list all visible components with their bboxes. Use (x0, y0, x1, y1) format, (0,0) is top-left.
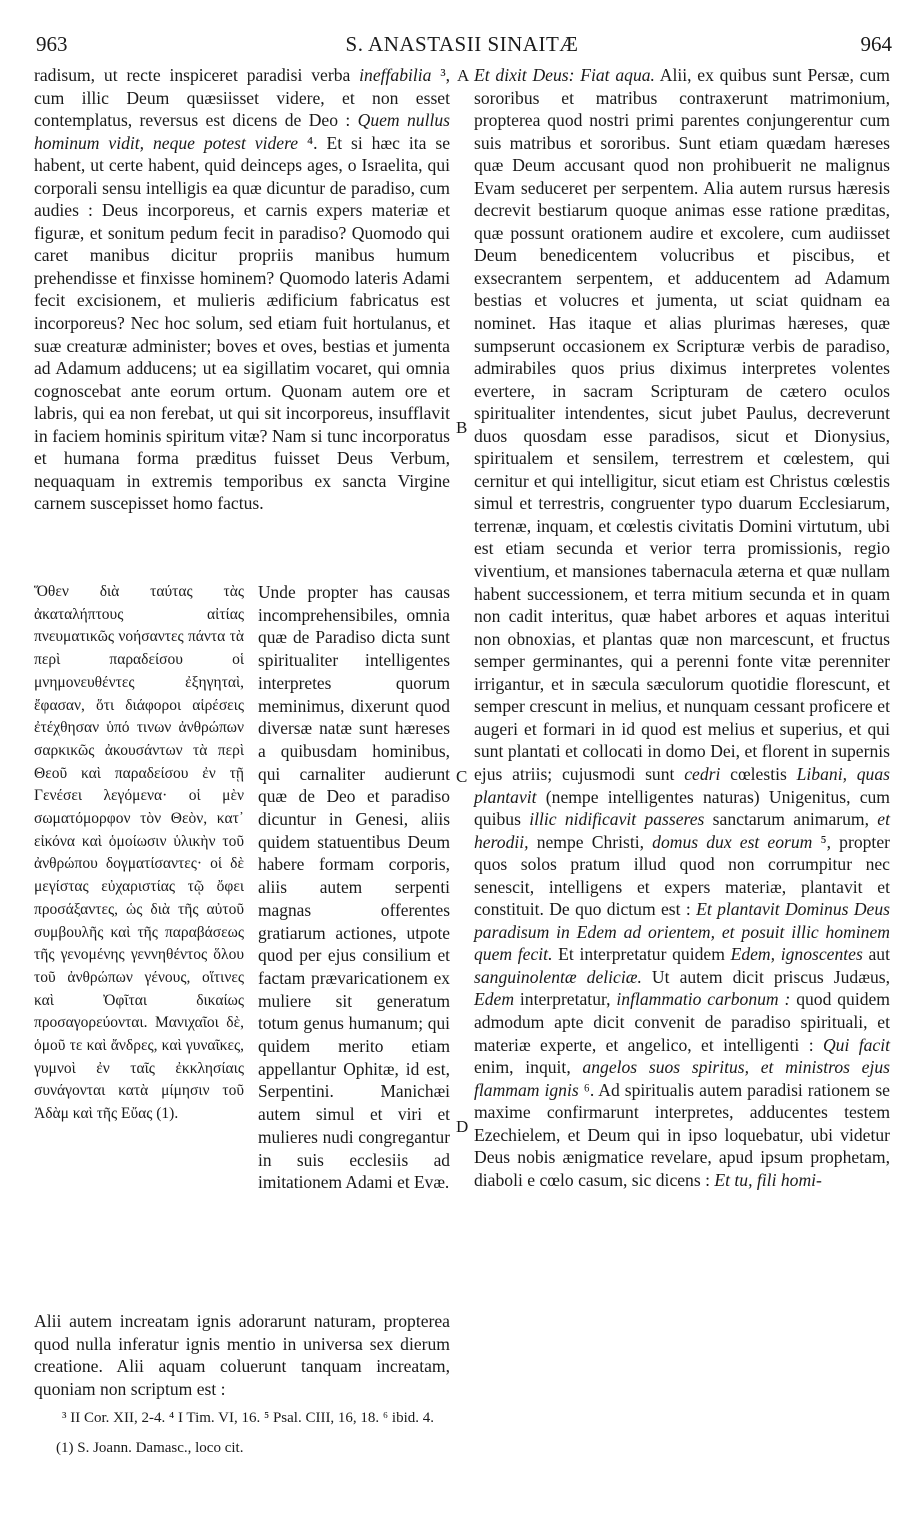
greek-column (34, 581, 244, 1126)
section-marker-d: D (456, 1117, 469, 1136)
section-marker-b: B (456, 418, 468, 437)
left-column-upper (34, 64, 450, 515)
greek-paragraph: Ὅθεν διὰ ταύτας τὰς ἀκαταλήπτους αἰτίας πνευματικῶς νοήσαντες πάντα τὰ περὶ παραδείσου οἱ μνημονευθέντες ἐξηγηταὶ, ἔφασαν, ὅτι διάφοροι αἱρέσεις ἐτέχθησαν ὑπό τινων ἀνθρώπων σαρκικῶς ἀκουσάντων τὰ περὶ Θεοῦ καὶ παραδείσου ἐν τῇ Γενέσει λεγόμενα· οἱ μὲν σωματόμορφον τὸν Θεὸν, κατ᾽ εἰκόνα καὶ ὁμοίωσιν ὑλικὴν τοῦ ἀνθρώπου δογματίσαντες· οἱ δὲ μεγίστας εὐχαριστίας τῷ ὄφει προσάξαντες, ὡς διὰ τῆς αὐτοῦ συμβουλῆς καὶ τῆς παραβάσεως τῆς γενομένης γεννηθέντος ὅλου τοῦ ἀνθρώπων γένους, οἵτινες καὶ Ὀφῖται δικαίως προσαγορεύονται. Μανιχαῖοι δὲ, ὁμοῦ τε καὶ ἄνδρες, καὶ γυναῖκες, γυμνοὶ ἐν ταῖς ἐκκλησίαις συνάγονται κατὰ μίμησιν τοῦ Ἀδὰμ καὶ τῆς Εὔας (1). (34, 583, 244, 1123)
running-title: S. ANASTASII SINAITÆ (345, 32, 579, 56)
footnotes-latin: ³ II Cor. XII, 2-4. ⁴ I Tim. VI, 16. ⁵ Psal. CIII, 16, 18. ⁶ ibid. 4. (62, 1410, 434, 1426)
right-column (474, 64, 890, 1191)
page-number-right: 964 (860, 32, 892, 56)
latin-paragraph: Unde propter has causas incomprehensibiles, omnia quæ de Paradiso dicta sunt spiritualiter intelligentes interpretes quorum meminimus, dixerunt quod diversæ natæ sunt hæreses a quibusdam hominibus, qui carnaliter audierunt quæ de Deo et paradiso dicuntur in Genesi, aliis quidem statuentibus Deum habere formam corporis, aliis autem serpenti magnas offerentes gratiarum actiones, utpote quod per ejus consilium et factam prævaricationem ex muliere sit generatum totum genus humanum; qui quidem merito etiam appellantur Ophitæ, id est, Serpentini. Manichæi autem simul et viri et mulieres nudi congregantur in suis ecclesiis ad imitationem Adami et Evæ. (258, 582, 450, 1193)
left-lower-paragraph: Alii autem increatam ignis adorarunt naturam, propterea quod nulla inferatur ignis mentio in universa sex dierum creatione. Alii aquam coluerunt tanquam increatam, quoniam non scriptum est : (34, 1311, 450, 1399)
left-column-lower (34, 1310, 450, 1400)
left-paragraph: radisum, ut recte inspiceret paradisi verba ineffabilia ³, cum illic Deum quæsiisset videre, et non esset contemplatus, reversus est dicens de Deo : Quem nullus hominum vidit, neque potest videre ⁴. Et si hæc ita se habent, ut certe habent, quid deinceps ages, o Israelita, qui corporali sensu intelligis ea quæ dicuntur de paradiso, cum audies : Deus incorporeus, et carnis expers materiæ et figuræ, et sonitum pedum fecit in paradiso? Quomodo qui caret manibus dicitur propriis manibus humum prehendisse et finxisse hominem? Quomodo lateris Adami fecit excisionem, et mulieris ædificium fabricatus est incorporeus? Nec hoc solum, sed etiam fuit hortulanus, et suæ creaturæ administer; boves et oves, bestias et jumenta ad Adamum adducens; ut ea sigillatim vocaret, qui omnia cognoscebat ante eorum ortum. Quonam autem ore et labris, qui ea non ferebat, ut qui sit incorporeus, insufflavit in faciem hominis spiritum vitæ? Nam si tunc incorporatus et humana forma præditus fuisset Deus Verbum, nequaquam in extremis temporibus ex sancta Virgine carnem suscepisset homo factus. (34, 65, 451, 514)
right-paragraph: Et dixit Deus: Fiat aqua. Alii, ex quibus sunt Persæ, cum sororibus et matribus contraxerunt matrimonium, propterea quod nostri primi parentes conjungerentur cum suis matribus et sororibus. Sunt etiam quædam hæreses quæ Deum accusant quod non prohibuerit ne malignus Evam seduceret per serpentem. Alia autem rursus hæresis decrevit bestiarum quoque animas esse ratione præditas, quæ possunt orationem audire et excolere, cum audiisset Deum benedicentem volucribus et piscibus, et exsecrantem serpentem, et adducentem ad Adamum bestias et volucres et jumenta, ut sciat quidnam ea nominet. Has itaque et alias plurimas hæreses, quæ sumpserunt occasionem ex Scripturæ verbis de paradiso, admirabiles quos prius diximus interpretes volentes evertere, in sacram Scripturam de cætero oculos spiritualiter intendentes, sicut jubet Paulus, decreverunt duos quosdam esse paradisos, sicut et Dionysius, spiritualem et sensilem, terrestrem et cœlestem, qui cernitur et qui intelligitur, sicut etiam est Christus cœlestis simul et terrestris, congruenter typo duarum Ecclesiarum, terrenæ, inquam, et cœlestis civitatis Domini virtutum, ubi est etiam secunda et verior terra promissionis, regio viventium, et mansiones tabernacula æterna et quæ nullam habent successionem, et terra mitium secunda et in quam non cadit interitus, quæ habet arbores et aquas interitui non obnoxias, et plantas quæ non marcescunt, et fructus semper germinantes, qui a perenni fonte vitæ perenniter irrigantur, et in sæcula sæculorum quotidie florescunt, et semper crescunt in melius, et nunquam cessant proficere et augeri et formari in id quod est melius et superius, et qui sunt plantati et collocati in domo Dei, et florent in supernis ejus atriis; cujusmodi sunt cedri cœlestis Libani, quas plantavit (nempe intelligentes naturas) Unigenitus, cum quibus illic nidificavit passeres sanctarum animarum, et herodii, nempe Christi, domus dux est eorum ⁵, propter quos solos pratum illud quod non corrumpitur nec senescit, intelligens et expers materiæ, plantavit et constituit. De quo dictum est : Et plantavit Dominus Deus paradisum in Edem ad orientem, et posuit illic hominem quem fecit. Et interpretatur quidem Edem, ignoscentes aut sanguinolentæ deliciæ. Ut autem dicit priscus Judæus, Edem interpretatur, inflammatio carbonum : quod quidem admodum apte dicit convenit de paradiso spirituali, et materiæ experte, et angelico, et intelligenti : Qui facit enim, inquit, angelos suos spiritus, et ministros ejus flammam ignis ⁶. Ad spiritualis autem paradisi rationem se maxime confirmarunt interpretes, adducentes testem Ezechielem, et Deum qui in ipso loquebatur, ubi videtur Deus nobis ænigmatice revelare, apud ipsum prophetam, diaboli e cœlo casum, sic dicens : Et tu, fili homi- (474, 65, 890, 1190)
page-number-left: 963 (36, 32, 68, 56)
latin-translation-column (258, 581, 450, 1194)
footnote-greek: (1) S. Joann. Damasc., loco cit. (56, 1440, 244, 1456)
section-marker-c: C (456, 767, 468, 786)
section-marker-a: A (457, 66, 470, 85)
